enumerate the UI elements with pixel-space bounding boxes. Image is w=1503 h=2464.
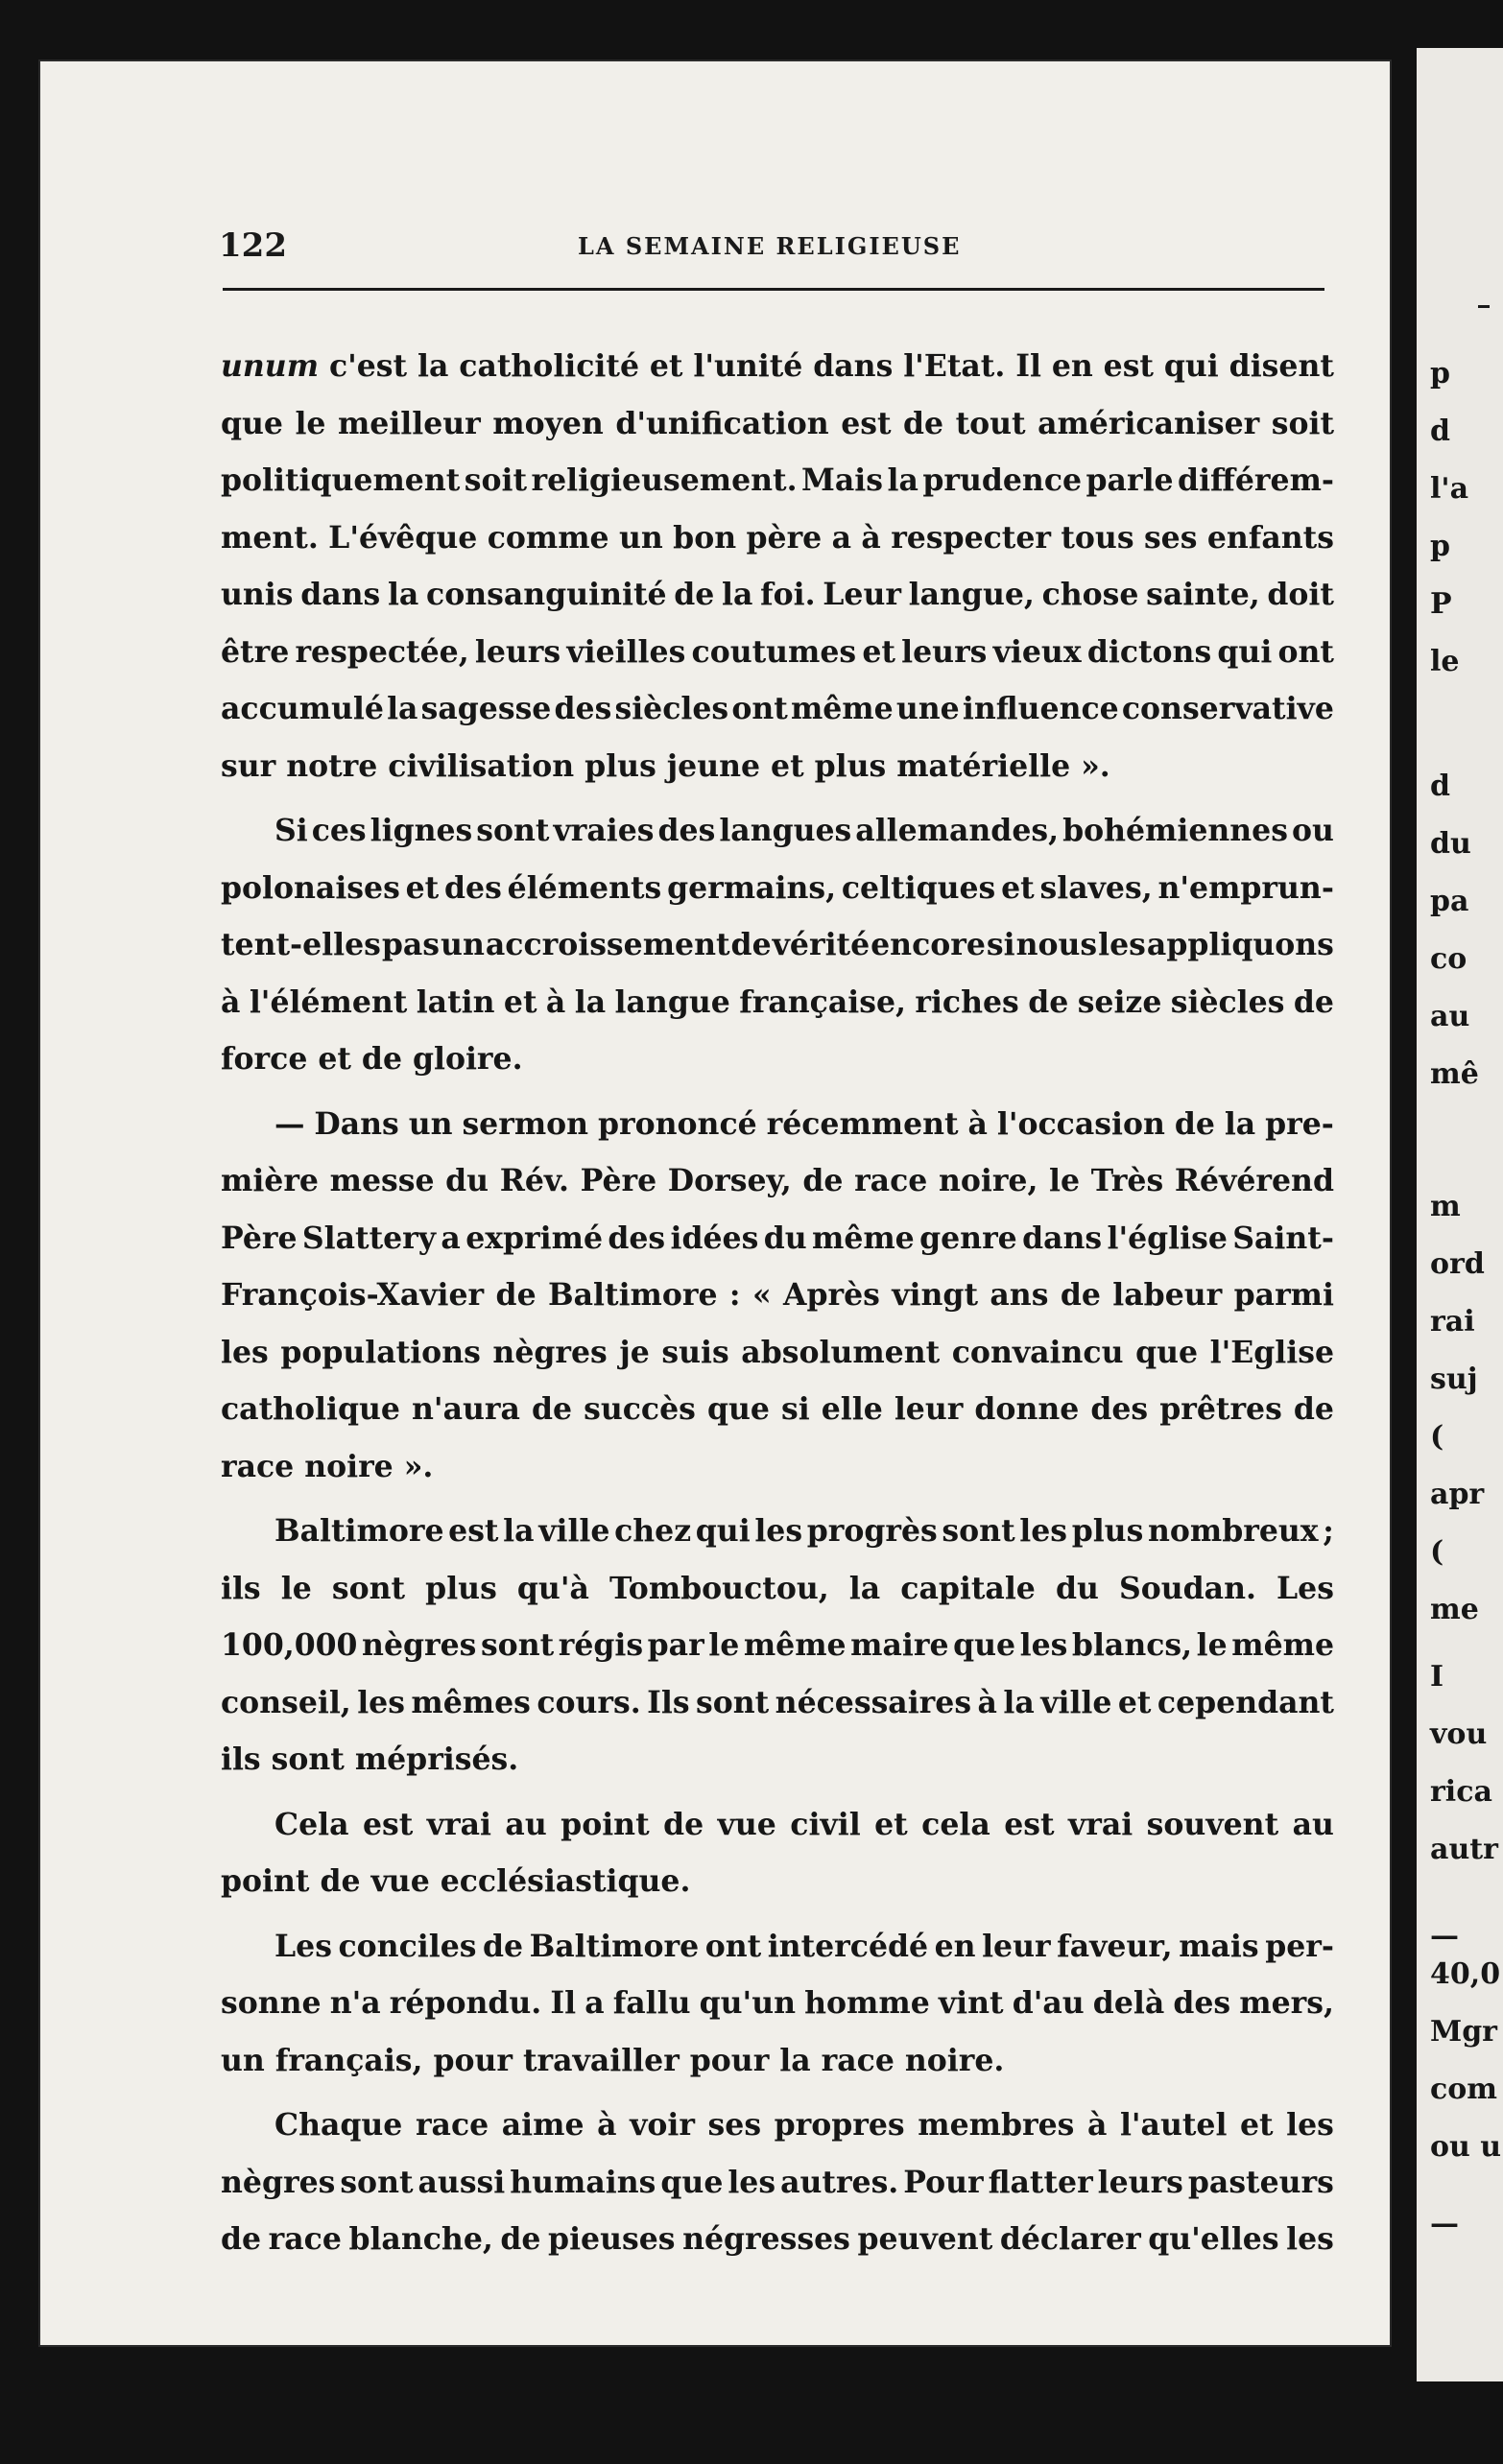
text-line: ils sont méprisés. (221, 1741, 519, 1777)
right-page-fragment: suj (1430, 1362, 1478, 1396)
text-line: unum c'est la catholicité et l'unité dans l'Etat. Il en est qui disent (221, 348, 1334, 384)
right-page-fragment: vou (1430, 1718, 1488, 1751)
paragraph-gap (221, 1088, 1334, 1096)
right-page-fragment: rai (1430, 1305, 1475, 1339)
right-page-fragment: pa (1430, 885, 1469, 918)
right-page-fragment: — (1430, 2207, 1459, 2240)
text-line: — Dans un sermon prononcé récemment à l'occasion de la pre- (274, 1105, 1334, 1142)
paragraph-gap (221, 794, 1334, 802)
text-line: force et de gloire. (221, 1041, 523, 1077)
right-page-fragment: co (1430, 942, 1467, 976)
text-line: ils le sont plus qu'à Tombouctou, la capitale du Soudan. Les (221, 1570, 1334, 1606)
right-page-fragment: le (1430, 645, 1460, 678)
text-line: nègres sont aussi humains que les autres. Pour flatter leurs pasteurs (221, 2164, 1334, 2200)
text-line: sonne n'a répondu. Il a fallu qu'un homme vint d'au delà des mers, (221, 1985, 1334, 2021)
right-page-fragment: m (1430, 1190, 1461, 1223)
right-page-fragment: me (1430, 1593, 1479, 1626)
text-line: mière messe du Rév. Père Dorsey, de race noire, le Très Révérend (221, 1163, 1334, 1198)
text-line: accumulé la sagesse des siècles ont même une influence conservative (221, 691, 1334, 726)
text-line: tent-elles pas un accroissement de vérité encore si nous les appliquons (221, 927, 1334, 962)
text-line: point de vue ecclésiastique. (221, 1863, 691, 1899)
paragraph-gap (221, 2089, 1334, 2097)
text-line: être respectée, leurs vieilles coutumes et leurs vieux dictons qui ont (221, 633, 1334, 670)
right-page-fragment: com (1430, 2073, 1498, 2106)
right-page-fragment: P (1430, 587, 1452, 621)
header-rule (223, 288, 1324, 291)
right-page-fragment: ou u (1430, 2130, 1502, 2164)
article-body (221, 338, 1334, 2268)
text-line: 100,000 nègres sont régis par le même maire que les blancs, le même (221, 1627, 1334, 1663)
text-line: Cela est vrai au point de vue civil et cela est vrai souvent au (274, 1806, 1334, 1842)
text-line: Les conciles de Baltimore ont intercédé en leur faveur, mais per- (274, 1928, 1334, 1964)
text-line: un français, pour travailler pour la race noire. (221, 2042, 1005, 2078)
text-line: politiquement soit religieusement. Mais la prudence parle différem- (221, 462, 1334, 498)
right-page-fragment: autr (1430, 1833, 1498, 1866)
right-page-fragment: I (1430, 1660, 1444, 1694)
right-page-fragment: l'a (1430, 472, 1469, 506)
text-line: sur notre civilisation plus jeune et plus matérielle ». (221, 747, 1110, 784)
text-line: polonaises et des éléments germains, celtiques et slaves, n'emprun- (221, 869, 1334, 906)
page-header (182, 226, 1324, 274)
right-page-fragment: au (1430, 1000, 1470, 1033)
paragraph-gap (221, 1910, 1334, 1918)
text-line: Baltimore est la ville chez qui les progrès sont les plus nombreux ; (274, 1513, 1334, 1549)
right-page-fragment: ( (1430, 1535, 1444, 1569)
right-page-fragment: Mgr (1430, 2015, 1497, 2049)
text-line: catholique n'aura de succès que si elle leur donne des prêtres de (221, 1391, 1334, 1427)
running-title: LA SEMAINE RELIGIEUSE (578, 232, 962, 260)
right-page-fragment: p (1430, 357, 1450, 391)
right-page-fragment: du (1430, 827, 1471, 861)
text-line: race noire ». (221, 1448, 434, 1484)
right-page-fragment: 40,0 (1430, 1957, 1501, 1991)
text-line: de race blanche, de pieuses négresses peuvent déclarer qu'elles les (221, 2221, 1334, 2257)
right-page-rule (1478, 305, 1490, 308)
text-line: Si ces lignes sont vraies des langues allemandes, bohémiennes ou (274, 813, 1334, 848)
right-page-fragment: apr (1430, 1478, 1485, 1511)
text-line: ment. L'évêque comme un bon père a à respecter tous ses enfants (221, 519, 1334, 556)
text-line: François-Xavier de Baltimore : « Après vingt ans de labeur parmi (221, 1277, 1334, 1313)
right-page-fragment: — (1430, 1919, 1459, 1953)
text-line: conseil, les mêmes cours. Ils sont nécessaires à la ville et cependant (221, 1684, 1334, 1720)
paragraph-gap (221, 1789, 1334, 1796)
right-page-fragment: d (1430, 415, 1450, 448)
text-line: à l'élément latin et à la langue française, riches de seize siècles de (221, 983, 1334, 1020)
text-line: que le meilleur moyen d'unification est de tout américaniser soit (221, 405, 1334, 441)
paragraph-gap (221, 1495, 1334, 1503)
text-line: Père Slattery a exprimé des idées du même genre dans l'église Saint- (221, 1220, 1334, 1256)
page-number: 122 (219, 226, 287, 265)
right-page-fragment: mê (1430, 1057, 1479, 1091)
right-page-fragment: ord (1430, 1247, 1485, 1281)
text-line: les populations nègres je suis absolument convaincu que l'Eglise (221, 1334, 1334, 1370)
right-page-fragment: ( (1430, 1420, 1444, 1454)
text-line: unis dans la consanguinité de la foi. Leur langue, chose sainte, doit (221, 577, 1334, 612)
right-page-fragment: p (1430, 530, 1450, 563)
right-page-fragment: d (1430, 770, 1450, 803)
right-page-fragment: rica (1430, 1775, 1492, 1809)
text-line: Chaque race aime à voir ses propres membres à l'autel et les (274, 2107, 1334, 2143)
